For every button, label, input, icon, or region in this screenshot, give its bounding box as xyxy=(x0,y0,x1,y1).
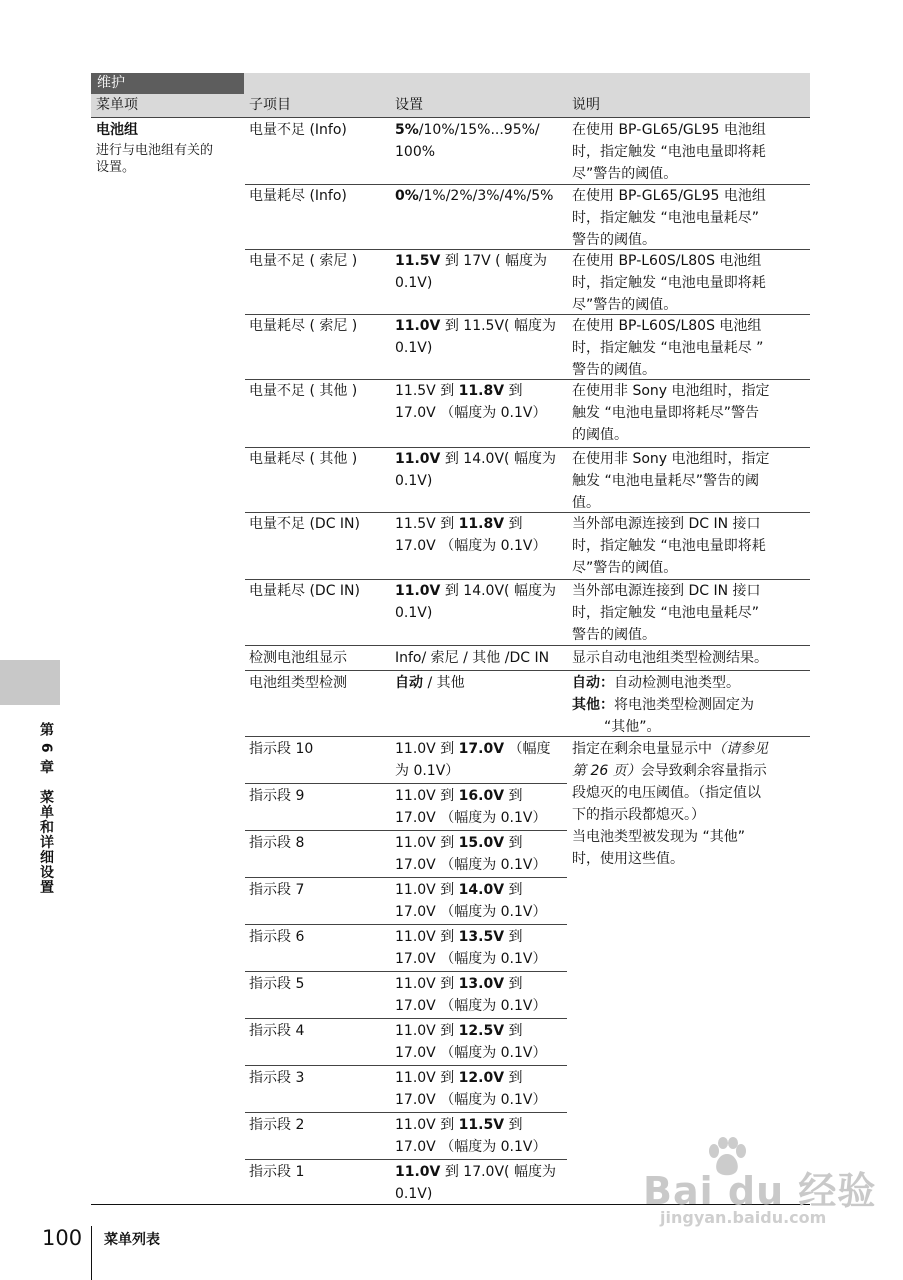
setting-line1-1-part: 5% xyxy=(395,122,419,138)
desc-line1-5 xyxy=(572,380,770,402)
segment-sub-7 xyxy=(249,1020,304,1042)
segment-sub-7-part: 指示段 4 xyxy=(249,1023,305,1039)
segment-setting-line2-3 xyxy=(395,854,547,876)
segment-setting-line1-3-part: 11.0V 到 xyxy=(395,835,459,851)
segment-desc-line5-part: 当电池类型被发现为 “其他” xyxy=(572,829,745,845)
segment-setting-line2-4 xyxy=(395,901,547,923)
desc-line1-3-part: 在使用 BP-L60S/L80S 电池组 xyxy=(572,253,762,269)
segment-setting-line2-9-part: 17.0V （幅度为 0.1V） xyxy=(395,1139,547,1155)
segment-setting-line1-2-part: 到 xyxy=(504,788,523,804)
segment-rule-7 xyxy=(245,1065,567,1066)
segment-setting-line2-5-part: 17.0V （幅度为 0.1V） xyxy=(395,951,547,967)
desc-line1-4-part: 在使用 BP-L60S/L80S 电池组 xyxy=(572,318,762,334)
segment-sub-2-part: 指示段 9 xyxy=(249,788,305,804)
desc-line1-9 xyxy=(572,647,768,669)
segment-desc-line5 xyxy=(572,826,745,848)
segment-setting-line1-10 xyxy=(395,1161,556,1183)
section-tab: 维护 xyxy=(91,73,244,94)
segment-setting-line1-5-part: 13.5V xyxy=(458,929,505,945)
segment-setting-line1-3 xyxy=(395,832,523,854)
segment-desc-line2-part: 第 26 页） xyxy=(572,763,641,779)
sub-item-5-part: 电量不足 ( 其他 ) xyxy=(249,383,358,399)
segment-sub-4-part: 指示段 7 xyxy=(249,882,305,898)
setting-line1-7-part: 11.5V 到 xyxy=(395,516,459,532)
sub-item-9 xyxy=(249,647,347,669)
desc-line1-9-part: 显示自动电池组类型检测结果。 xyxy=(572,650,768,666)
footer-separator xyxy=(91,1226,92,1280)
segment-sub-9 xyxy=(249,1114,304,1136)
setting-line1-3 xyxy=(395,250,547,272)
sub-item-1 xyxy=(249,119,347,141)
segment-setting-line2-2 xyxy=(395,807,547,829)
header-desc: 说明 xyxy=(572,97,600,113)
menu-desc-line1: 进行与电池组有关的 xyxy=(96,143,214,158)
segment-setting-line1-8-part: 到 xyxy=(504,1070,523,1086)
segment-desc-line6-part: 时，使用这些值。 xyxy=(572,851,684,867)
segment-desc-line1-part: 指定在剩余电量显示中 xyxy=(572,741,712,757)
segment-desc-line1-part: （请参见 xyxy=(712,741,768,757)
setting-line2-8 xyxy=(395,602,432,624)
segment-setting-line1-2-part: 16.0V xyxy=(458,788,505,804)
segment-setting-line1-4-part: 11.0V 到 xyxy=(395,882,459,898)
sub-item-8 xyxy=(249,580,360,602)
desc-line2-10 xyxy=(572,694,754,716)
setting-line2-3-part: 0.1V) xyxy=(395,275,433,291)
setting-line2-1 xyxy=(395,141,435,163)
setting-line1-7 xyxy=(395,513,523,535)
setting-line1-5-part: 11.8V xyxy=(458,383,505,399)
setting-line1-10-part: / 其他 xyxy=(423,675,465,691)
setting-line1-9 xyxy=(395,647,549,669)
segment-rule-5 xyxy=(245,971,567,972)
segment-desc-line4-part: 下的指示段都熄灭。） xyxy=(572,807,705,823)
row-rule-10 xyxy=(245,736,810,737)
desc-line3-6 xyxy=(572,492,600,514)
desc-line1-10-part: 自动检测电池类型。 xyxy=(614,675,740,691)
setting-line1-5-part: 到 xyxy=(504,383,523,399)
segment-sub-5 xyxy=(249,926,304,948)
menu-title: 电池组 xyxy=(96,122,138,138)
segment-setting-line1-4 xyxy=(395,879,523,901)
setting-line1-5-part: 11.5V 到 xyxy=(395,383,459,399)
setting-line1-7-part: 到 xyxy=(504,516,523,532)
sub-item-3-part: 电量不足 ( 索尼 ) xyxy=(249,253,358,269)
desc-line2-10-part: 将电池类型检测固定为 xyxy=(614,697,754,713)
segment-setting-line1-3-part: 到 xyxy=(504,835,523,851)
header-rule xyxy=(91,117,810,118)
setting-line1-7-part: 11.8V xyxy=(458,516,505,532)
segment-setting-line1-6-part: 11.0V 到 xyxy=(395,976,459,992)
setting-line1-2-part: /1%/2%/3%/4%/5% xyxy=(418,188,554,204)
sub-item-10 xyxy=(249,672,347,694)
segment-setting-line1-7-part: 12.5V xyxy=(458,1023,505,1039)
segment-rule-9 xyxy=(245,1159,567,1160)
segment-setting-line2-10-part: 0.1V) xyxy=(395,1186,433,1202)
segment-setting-line1-9-part: 11.5V xyxy=(458,1117,505,1133)
segment-setting-line1-2-part: 11.0V 到 xyxy=(395,788,459,804)
setting-line1-4-part: 11.0V xyxy=(395,318,441,334)
segment-rule-2 xyxy=(245,830,567,831)
desc-line3-1 xyxy=(572,163,677,185)
segment-sub-10-part: 指示段 1 xyxy=(249,1164,305,1180)
setting-line2-3 xyxy=(395,272,432,294)
page-number: 100 xyxy=(42,1226,83,1250)
segment-setting-line2-7 xyxy=(395,1042,547,1064)
footer-title: 菜单列表 xyxy=(104,1232,160,1248)
segment-setting-line2-3-part: 17.0V （幅度为 0.1V） xyxy=(395,857,547,873)
chapter-side-label: 第 6 章 菜单和详细设置 xyxy=(38,722,54,895)
desc-line3-5 xyxy=(572,424,628,446)
segment-setting-line1-8 xyxy=(395,1067,523,1089)
desc-line3-3 xyxy=(572,294,677,316)
segment-setting-line1-5 xyxy=(395,926,523,948)
desc-line3-1-part: 尽”警告的阈值。 xyxy=(572,166,678,182)
sub-item-4-part: 电量耗尽 ( 索尼 ) xyxy=(249,318,358,334)
setting-line2-6 xyxy=(395,470,432,492)
setting-line1-8-part: 到 14.0V( 幅度为 xyxy=(440,583,556,599)
setting-line1-3-part: 11.5V xyxy=(395,253,441,269)
desc-line2-10-part: 其他： xyxy=(572,697,614,713)
setting-line1-2-part: 0% xyxy=(395,188,419,204)
desc-line1-10 xyxy=(572,672,740,694)
segment-setting-line1-4-part: 到 xyxy=(504,882,523,898)
sub-item-8-part: 电量耗尽 (DC IN) xyxy=(249,583,360,599)
setting-line2-7-part: 17.0V （幅度为 0.1V） xyxy=(395,538,547,554)
segment-setting-line1-2 xyxy=(395,785,523,807)
setting-line1-8-part: 11.0V xyxy=(395,583,441,599)
desc-line1-8-part: 当外部电源连接到 DC IN 接口 xyxy=(572,583,761,599)
desc-line2-6 xyxy=(572,470,759,492)
segment-sub-2 xyxy=(249,785,304,807)
desc-line2-8 xyxy=(572,602,759,624)
setting-line1-4-part: 到 11.5V( 幅度为 xyxy=(440,318,556,334)
segment-desc-line2 xyxy=(572,760,767,782)
desc-line1-6-part: 在使用非 Sony 电池组时，指定 xyxy=(572,451,770,467)
sub-item-9-part: 检测电池组显示 xyxy=(249,650,347,666)
setting-line1-3-part: 到 17V ( 幅度为 xyxy=(440,253,548,269)
segment-rule-1 xyxy=(245,783,567,784)
desc-line1-2 xyxy=(572,185,766,207)
segment-sub-3-part: 指示段 8 xyxy=(249,835,305,851)
segment-rule-6 xyxy=(245,1018,567,1019)
segment-setting-line1-5-part: 到 xyxy=(504,929,523,945)
sub-item-10-part: 电池组类型检测 xyxy=(249,675,347,691)
setting-line2-4-part: 0.1V) xyxy=(395,340,433,356)
chapter-side-tab xyxy=(0,660,60,705)
desc-line2-4 xyxy=(572,337,763,359)
desc-line2-4-part: 时，指定触发 “电池电量耗尽 ” xyxy=(572,340,764,356)
segment-setting-line1-8-part: 11.0V 到 xyxy=(395,1070,459,1086)
desc-line1-1-part: 在使用 BP-GL65/GL95 电池组 xyxy=(572,122,766,138)
row-rule-8 xyxy=(245,645,810,646)
setting-line2-4 xyxy=(395,337,432,359)
segment-rule-3 xyxy=(245,877,567,878)
desc-line3-10 xyxy=(604,716,661,738)
desc-line2-1-part: 时，指定触发 “电池电量即将耗 xyxy=(572,144,766,160)
desc-line2-8-part: 时，指定触发 “电池电量耗尽” xyxy=(572,605,759,621)
segment-setting-line1-6 xyxy=(395,973,523,995)
desc-line2-3 xyxy=(572,272,766,294)
segment-setting-line1-6-part: 13.0V xyxy=(458,976,505,992)
segment-setting-line1-7-part: 到 xyxy=(504,1023,523,1039)
sub-item-4 xyxy=(249,315,357,337)
segment-sub-6-part: 指示段 5 xyxy=(249,976,305,992)
sub-item-5 xyxy=(249,380,357,402)
desc-line3-10-part: “其他”。 xyxy=(604,719,661,735)
segment-setting-line1-8-part: 12.0V xyxy=(458,1070,505,1086)
desc-line2-7-part: 时，指定触发 “电池电量即将耗 xyxy=(572,538,766,554)
desc-line3-5-part: 的阈值。 xyxy=(572,427,628,443)
segment-setting-line1-9-part: 到 xyxy=(504,1117,523,1133)
desc-line3-6-part: 值。 xyxy=(572,495,600,511)
desc-line3-8 xyxy=(572,624,656,646)
segment-sub-10 xyxy=(249,1161,304,1183)
watermark-url: jingyan.baidu.com xyxy=(660,1208,827,1227)
menu-desc-line2: 设置。 xyxy=(96,160,136,175)
sub-item-1-part: 电量不足 (Info) xyxy=(249,122,347,138)
segment-setting-line2-10 xyxy=(395,1183,432,1205)
desc-line2-6-part: 触发 “电池电量耗尽”警告的阈 xyxy=(572,473,759,489)
desc-line2-2-part: 时，指定触发 “电池电量耗尽” xyxy=(572,210,759,226)
segment-desc-line3 xyxy=(572,782,761,804)
desc-line2-3-part: 时，指定触发 “电池电量即将耗 xyxy=(572,275,766,291)
desc-line1-7-part: 当外部电源连接到 DC IN 接口 xyxy=(572,516,761,532)
segment-setting-line1-10-part: 11.0V xyxy=(395,1164,441,1180)
segment-rule-8 xyxy=(245,1112,567,1113)
segment-setting-line1-7-part: 11.0V 到 xyxy=(395,1023,459,1039)
segment-sub-4 xyxy=(249,879,304,901)
segment-setting-line2-4-part: 17.0V （幅度为 0.1V） xyxy=(395,904,547,920)
setting-line1-5 xyxy=(395,380,523,402)
setting-line1-6-part: 11.0V xyxy=(395,451,441,467)
setting-line1-2 xyxy=(395,185,553,207)
segment-setting-line2-9 xyxy=(395,1136,547,1158)
segment-setting-line1-7 xyxy=(395,1020,523,1042)
segment-sub-8 xyxy=(249,1067,304,1089)
setting-line1-10 xyxy=(395,672,465,694)
segment-setting-line1-6-part: 到 xyxy=(504,976,523,992)
desc-line2-1 xyxy=(572,141,766,163)
setting-line1-1 xyxy=(395,119,540,141)
setting-line1-4 xyxy=(395,315,556,337)
desc-line1-7 xyxy=(572,513,761,535)
header-setting: 设置 xyxy=(395,97,423,113)
desc-line3-4-part: 警告的阈值。 xyxy=(572,362,656,378)
segment-setting-line2-5 xyxy=(395,948,547,970)
desc-line2-7 xyxy=(572,535,766,557)
desc-line1-8 xyxy=(572,580,761,602)
segment-setting-line2-8-part: 17.0V （幅度为 0.1V） xyxy=(395,1092,547,1108)
setting-line2-5 xyxy=(395,402,547,424)
setting-line1-8 xyxy=(395,580,556,602)
desc-line2-2 xyxy=(572,207,759,229)
segment-setting-line1-9-part: 11.0V 到 xyxy=(395,1117,459,1133)
sub-item-2-part: 电量耗尽 (Info) xyxy=(249,188,347,204)
desc-line3-7-part: 尽”警告的阈值。 xyxy=(572,560,678,576)
segment-setting-line2-1 xyxy=(395,760,459,782)
segment-setting-line2-7-part: 17.0V （幅度为 0.1V） xyxy=(395,1045,547,1061)
segment-setting-line1-9 xyxy=(395,1114,523,1136)
segment-sub-8-part: 指示段 3 xyxy=(249,1070,305,1086)
setting-line1-6 xyxy=(395,448,556,470)
segment-rule-4 xyxy=(245,924,567,925)
setting-line1-9-part: Info/ 索尼 / 其他 /DC IN xyxy=(395,650,550,666)
setting-line2-7 xyxy=(395,535,547,557)
desc-line3-2 xyxy=(572,229,656,251)
sub-item-3 xyxy=(249,250,357,272)
sub-item-2 xyxy=(249,185,347,207)
sub-item-6 xyxy=(249,448,357,470)
setting-line2-5-part: 17.0V （幅度为 0.1V） xyxy=(395,405,547,421)
desc-line2-5-part: 触发 “电池电量即将耗尽”警告 xyxy=(572,405,759,421)
desc-line1-2-part: 在使用 BP-GL65/GL95 电池组 xyxy=(572,188,766,204)
segment-setting-line1-5-part: 11.0V 到 xyxy=(395,929,459,945)
header-sub: 子项目 xyxy=(249,97,291,113)
desc-line1-3 xyxy=(572,250,761,272)
desc-line1-6 xyxy=(572,448,770,470)
desc-line1-4 xyxy=(572,315,761,337)
desc-line3-7 xyxy=(572,557,677,579)
segment-desc-line1 xyxy=(572,738,768,760)
sub-item-7-part: 电量不足 (DC IN) xyxy=(249,516,360,532)
desc-line3-4 xyxy=(572,359,656,381)
segment-sub-1-part: 指示段 10 xyxy=(249,741,314,757)
setting-line2-1-part: 100% xyxy=(395,144,436,160)
segment-setting-line2-6-part: 17.0V （幅度为 0.1V） xyxy=(395,998,547,1014)
segment-desc-line3-part: 段熄灭的电压阈值。（指定值以 xyxy=(572,785,761,801)
segment-sub-9-part: 指示段 2 xyxy=(249,1117,305,1133)
setting-line1-1-part: /10%/15%...95%/ xyxy=(418,122,540,138)
desc-line3-2-part: 警告的阈值。 xyxy=(572,232,656,248)
segment-sub-5-part: 指示段 6 xyxy=(249,929,305,945)
segment-setting-line2-6 xyxy=(395,995,547,1017)
segment-sub-1 xyxy=(249,738,313,760)
segment-setting-line2-8 xyxy=(395,1089,547,1111)
setting-line1-6-part: 到 14.0V( 幅度为 xyxy=(440,451,556,467)
segment-setting-line1-1-part: 17.0V xyxy=(458,741,505,757)
watermark-brand: Bai du 经验 xyxy=(643,1169,877,1213)
sub-item-6-part: 电量耗尽 ( 其他 ) xyxy=(249,451,358,467)
setting-line2-8-part: 0.1V) xyxy=(395,605,433,621)
segment-setting-line2-1-part: 为 0.1V） xyxy=(395,763,460,779)
desc-line1-10-part: 自动： xyxy=(572,675,614,691)
row-rule-9 xyxy=(245,670,810,671)
segment-setting-line2-2-part: 17.0V （幅度为 0.1V） xyxy=(395,810,547,826)
sub-item-7 xyxy=(249,513,360,535)
segment-setting-line1-10-part: 到 17.0V( 幅度为 xyxy=(440,1164,556,1180)
segment-setting-line1-1-part: （幅度 xyxy=(504,741,551,757)
segment-setting-line1-4-part: 14.0V xyxy=(458,882,505,898)
segment-setting-line1-1-part: 11.0V 到 xyxy=(395,741,459,757)
desc-line3-8-part: 警告的阈值。 xyxy=(572,627,656,643)
segment-desc-line6 xyxy=(572,848,684,870)
segment-desc-line2-part: 会导致剩余容量指示 xyxy=(640,763,767,779)
setting-line2-6-part: 0.1V) xyxy=(395,473,433,489)
desc-line3-3-part: 尽”警告的阈值。 xyxy=(572,297,678,313)
segment-sub-3 xyxy=(249,832,304,854)
segment-setting-line1-3-part: 15.0V xyxy=(458,835,505,851)
setting-line1-10-part: 自动 xyxy=(395,675,423,691)
segment-desc-line4 xyxy=(572,804,705,826)
desc-line1-5-part: 在使用非 Sony 电池组时，指定 xyxy=(572,383,770,399)
desc-line2-5 xyxy=(572,402,759,424)
header-menu: 菜单项 xyxy=(96,97,138,113)
desc-line1-1 xyxy=(572,119,766,141)
segment-setting-line1-1 xyxy=(395,738,551,760)
segment-sub-6 xyxy=(249,973,304,995)
